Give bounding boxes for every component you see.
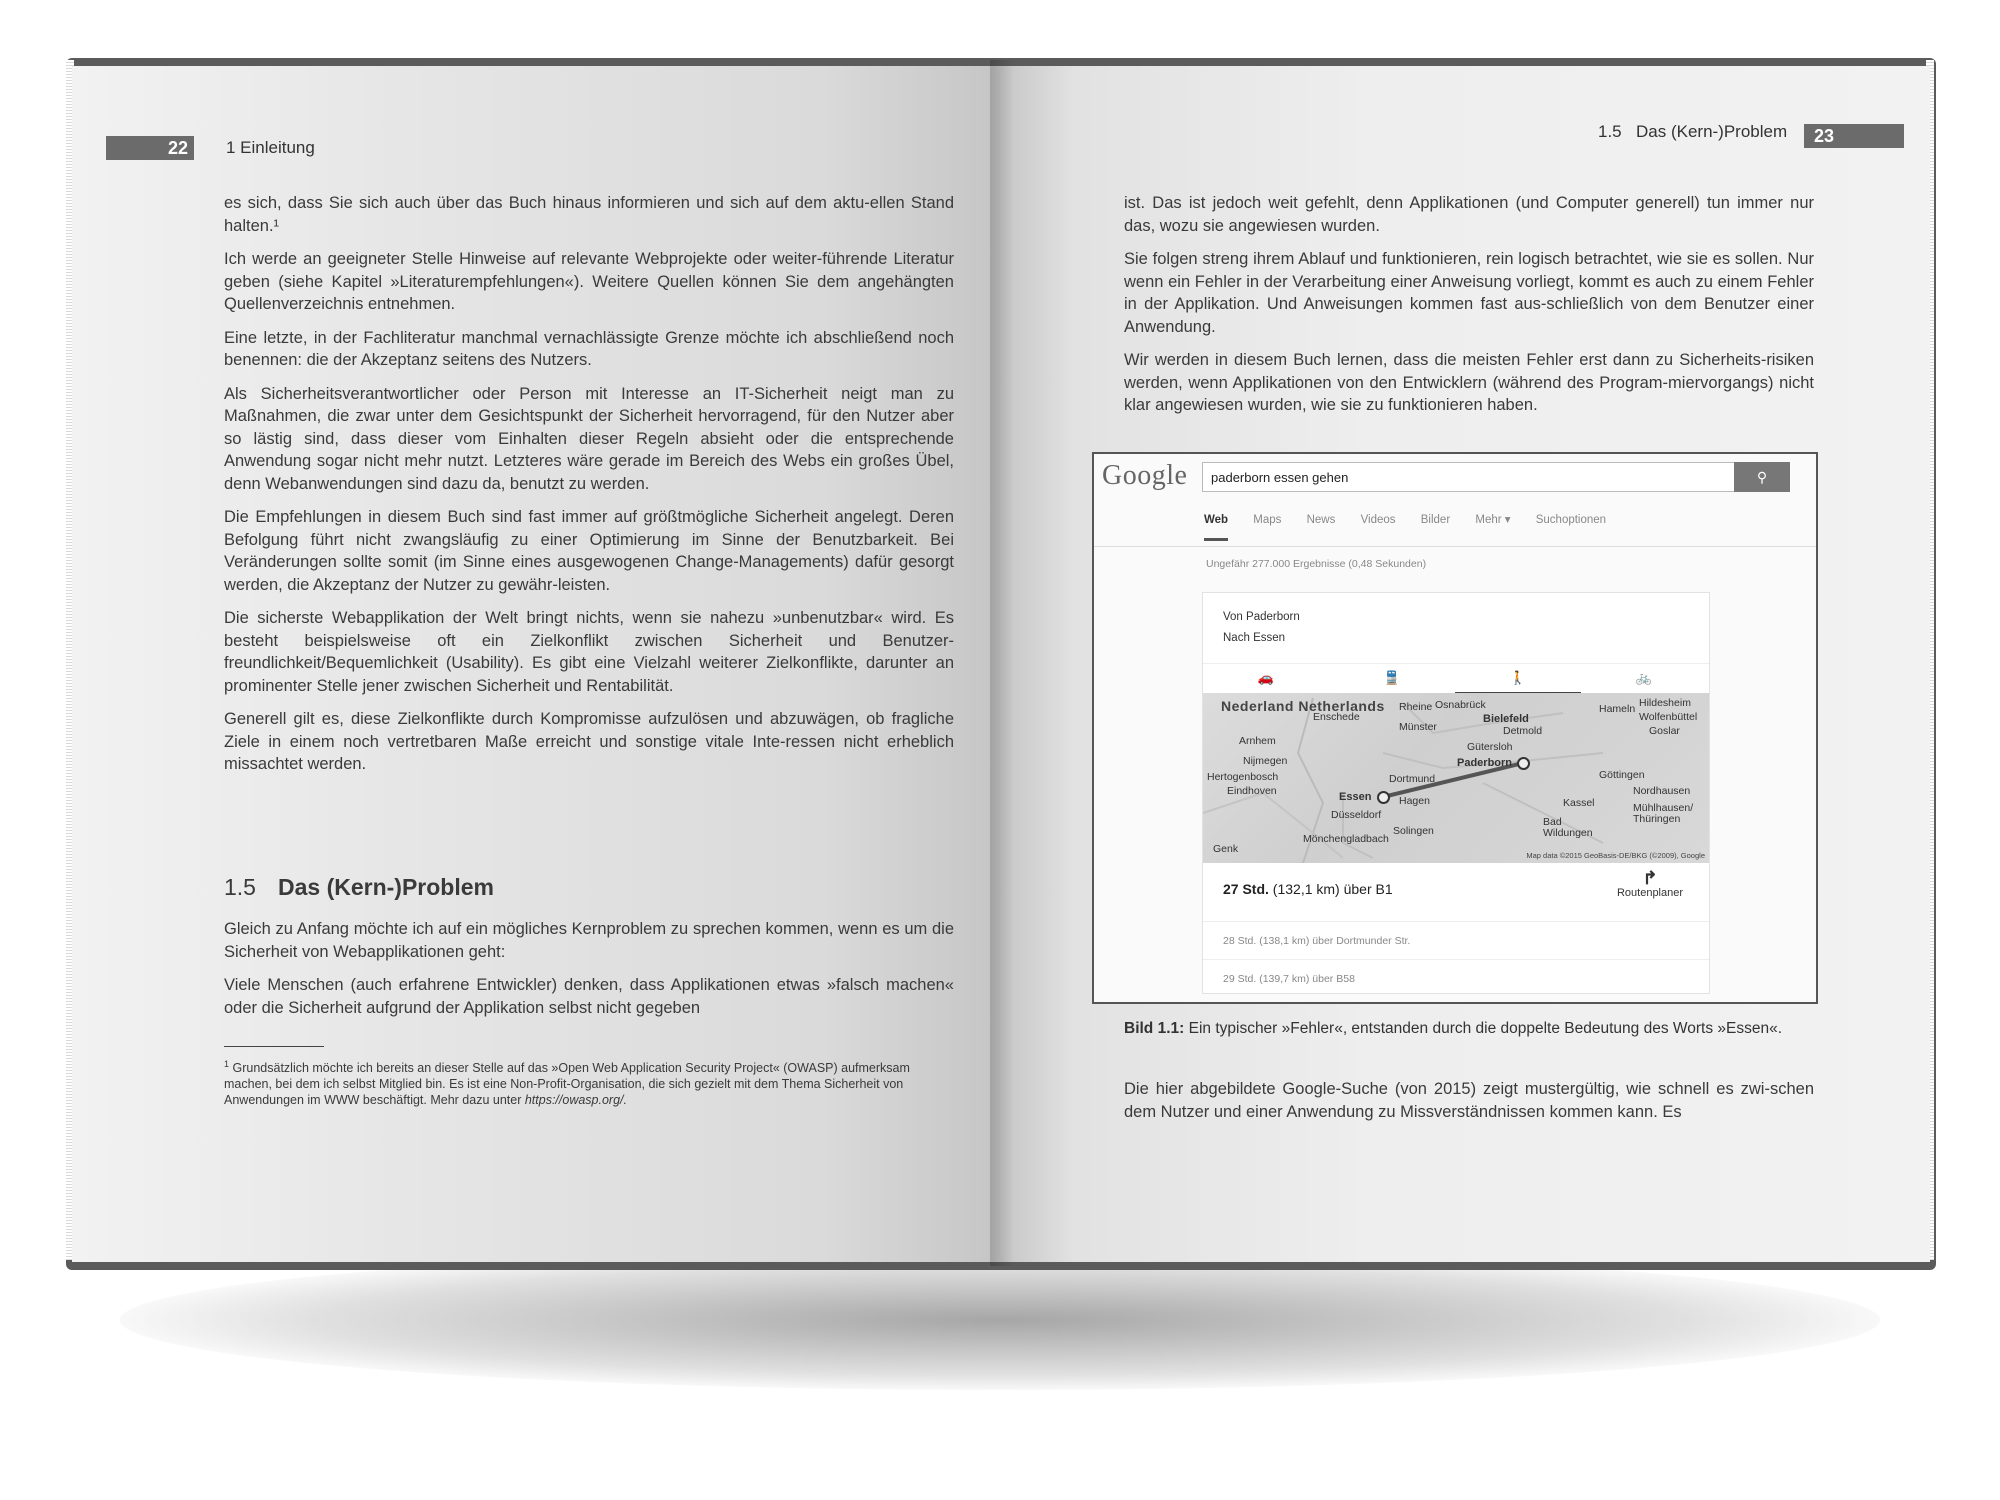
running-head-right: Das (Kern-)Problem	[1636, 122, 1788, 141]
paragraph: ist. Das ist jedoch weit gefehlt, denn Applikationen (und Computer generell) tun immer nur das, wozu sie angewiesen wurden.	[1124, 194, 1814, 235]
to-label: Nach	[1223, 632, 1250, 644]
from-value[interactable]: Paderborn	[1246, 611, 1300, 623]
alternative-route[interactable]: 28 Std. (138,1 km) über Dortmunder Str.	[1223, 935, 1411, 947]
route-divider	[1203, 921, 1709, 922]
destination-pin	[1517, 757, 1530, 770]
map-city: Mühlhausen/ Thüringen	[1633, 802, 1694, 825]
train-icon[interactable]: 🚆	[1383, 670, 1401, 685]
map-city: Hameln	[1599, 703, 1636, 715]
google-logo: Google	[1102, 460, 1188, 491]
travel-modes	[1203, 663, 1709, 694]
map-city: Paderborn	[1457, 757, 1513, 769]
map-city: Mönchengladbach	[1303, 833, 1389, 845]
from-label: Von	[1223, 611, 1243, 623]
map-city: Rheine	[1399, 701, 1433, 713]
map-city: Göttingen	[1599, 769, 1645, 781]
running-head-number-right: 1.5	[1598, 122, 1622, 141]
tab-bilder[interactable]: Bilder	[1420, 514, 1451, 526]
route-endpoints	[1223, 607, 1300, 649]
map-city: Goslar	[1649, 725, 1680, 737]
book-shadow	[120, 1250, 1880, 1390]
paragraph: Gleich zu Anfang möchte ich auf ein mögliches Kernproblem zu sprechen kommen, wenn es um die Sicherheit von Webapplikationen geht:	[224, 920, 954, 961]
map-city: Nordhausen	[1633, 785, 1691, 797]
turn-arrow-icon: ↱	[1642, 868, 1658, 888]
paragraph: Sie folgen streng ihrem Ablauf und funktionieren, rein logisch betrachtet, wie sie es sollen. Nur wenn ein Fehler in der Verarbeitung einer Anweisung vorliegt, kommt es auch zu einem Fehler in der Applikation. Und Anweisungen kommen fast aus-schließlich von dem Benutzer einer Anwendung.	[1124, 250, 1814, 336]
tab-news[interactable]: News	[1306, 514, 1336, 526]
alternative-route[interactable]: 29 Std. (139,7 km) über B58	[1223, 973, 1355, 985]
map-city: Hagen	[1399, 795, 1430, 807]
to-value[interactable]: Essen	[1253, 632, 1286, 644]
tab-videos[interactable]: Videos	[1360, 514, 1396, 526]
map-city: Kassel	[1563, 797, 1595, 809]
map-city: Bielefeld	[1483, 713, 1529, 725]
bike-icon[interactable]: 🚲	[1635, 670, 1653, 685]
walk-icon[interactable]: 🚶	[1455, 664, 1581, 695]
map-city: Hertogenbosch	[1207, 771, 1279, 783]
figure-caption-text: Ein typischer »Fehler«, entstanden durch die doppelte Bedeutung des Worts »Essen«.	[1188, 1020, 1783, 1037]
route-map[interactable]	[1203, 693, 1709, 863]
left-body	[224, 192, 954, 787]
map-city: Enschede	[1313, 711, 1360, 723]
magnifier-icon: ⚲	[1756, 469, 1768, 485]
paragraph: Als Sicherheitsverantwortlicher oder Person mit Interesse an IT-Sicherheit neigt man zu Maßnahmen, die zwar unter dem Gesichtspunkt der Sicherheit hervorragend, für den Nutzer aber so lästig sind, dass dieser vom Einhalten dieser Regeln absieht oder die entsprechende Anwendung sogar nicht mehr nutzt. Letzteres wäre gerade im Bereich des Webs ein großes Übel, denn Webanwendungen sind dazu da, benutzt zu werden.	[224, 384, 954, 493]
paragraph: Die sicherste Webapplikation der Welt bringt nichts, wenn sie nahezu »unbenutzbar« wird. Es besteht beispielsweise oft ein Zielkonflikt zwischen Sicherheit und Benutzer-freundlichkeit/Bequemlichkeit (Usability). Es gibt eine Vielzahl weiterer Zielkonflikte, darunter an prominenter Stelle jener zwischen Sicherheit und Rentabilität.	[224, 609, 954, 695]
route-divider	[1203, 959, 1709, 960]
left-page	[72, 66, 1010, 1262]
running-head-left: 1 Einleitung	[226, 138, 315, 157]
footnote-url[interactable]: https://owasp.org/.	[524, 1093, 627, 1108]
route-planner-label: Routenplaner	[1616, 887, 1684, 899]
car-icon[interactable]: 🚗	[1257, 670, 1275, 685]
nav-divider	[1094, 546, 1816, 547]
closing-body	[1124, 1078, 1814, 1134]
section-body	[224, 918, 954, 1030]
map-city: Dortmund	[1389, 773, 1436, 785]
paragraph: Die hier abgebildete Google-Suche (von 2015) zeigt mustergültig, wie schnell es zwi-schen dem Nutzer und einer Anwendung zu Missverständnissen kommen kann. Es	[1124, 1080, 1814, 1121]
route-planner-button[interactable]	[1605, 869, 1695, 899]
origin-pin	[1377, 791, 1390, 804]
map-country: Nederland Netherlands	[1221, 698, 1385, 714]
section-number: 1.5	[224, 874, 256, 900]
right-body	[1124, 192, 1814, 428]
google-screenshot	[1092, 452, 1818, 1004]
result-count: Ungefähr 277.000 Ergebnisse (0,48 Sekunden)	[1206, 558, 1427, 570]
search-tabs	[1204, 512, 1628, 526]
tab-maps[interactable]: Maps	[1253, 514, 1282, 526]
paragraph: es sich, dass Sie sich auch über das Buch hinaus informieren und sich auf dem aktu-ellen Stand halten.¹	[224, 194, 954, 235]
search-input[interactable]: paderborn essen gehen	[1202, 462, 1762, 492]
map-city: Detmold	[1503, 725, 1543, 737]
figure-label: Bild 1.1:	[1124, 1020, 1185, 1037]
map-city: Hildesheim	[1639, 697, 1691, 709]
paragraph: Eine letzte, in der Fachliteratur manchmal vernachlässigte Grenze möchte ich abschließend noch benennen: die der Akzeptanz seitens des Nutzers.	[224, 328, 954, 369]
paragraph: Viele Menschen (auch erfahrene Entwickler) denken, dass Applikationen etwas »falsch machen« oder die Sicherheit aufgrund der Applikation selbst nicht gegeben	[224, 976, 954, 1017]
map-city: Eindhoven	[1227, 785, 1277, 797]
map-city: Essen	[1339, 791, 1372, 803]
map-city: Gütersloh	[1467, 741, 1513, 753]
search-button[interactable]	[1734, 462, 1790, 492]
tab-mehr[interactable]: Mehr ▾	[1475, 514, 1511, 526]
directions-card	[1202, 592, 1710, 994]
page-number-right: 23	[1804, 124, 1904, 148]
paragraph: Ich werde an geeigneter Stelle Hinweise auf relevante Webprojekte oder weiter-führende Literatur geben (siehe Kapitel »Literaturempfehlungen«). Weitere Quellen können Sie dem angehängten Quellenverzeichnis entnehmen.	[224, 250, 954, 313]
footnote-mark: 1	[224, 1059, 230, 1069]
map-city: Osnabrück	[1435, 699, 1486, 711]
figure-caption	[1124, 1018, 1814, 1039]
section-title: Das (Kern-)Problem	[277, 874, 494, 900]
map-city: Solingen	[1393, 825, 1434, 837]
primary-route[interactable]	[1223, 881, 1393, 897]
book-gutter	[990, 60, 1014, 1266]
paragraph: Wir werden in diesem Buch lernen, dass die meisten Fehler erst dann zu Sicherheits-risiken werden, wenn Applikationen von den Entwicklern (während des Program-miervorgangs) nicht klar angewiesen wurden, wie sie zu funktionieren haben.	[1124, 351, 1814, 414]
paragraph: Die Empfehlungen in diesem Buch sind fast immer auf größtmögliche Sicherheit angelegt. Deren Befolgung führt nicht zwangsläufig zu einer Optimierung im Sinne der Benutzbarkeit. Bei Veränderungen sollte somit (im Sinne eines ausgewogenen Change-Managements) dafür gesorgt werden, die Akzeptanz der Nutzer zu gewähr-leisten.	[224, 508, 954, 594]
map-city: Bad Wildungen	[1543, 816, 1593, 839]
footnote-text: Grundsätzlich möchte ich bereits an dieser Stelle auf das »Open Web Application Security Project« (OWASP) aufmerksam machen, bei dem ich selbst Mitglied bin. Es ist eine Non-Profit-Organisation, die sich gezielt mit dem Thema Sicherheit von Anwendungen im WWW beschäftigt. Mehr dazu unter	[224, 1061, 910, 1108]
map-city: Düsseldorf	[1331, 809, 1382, 821]
map-city: Nijmegen	[1243, 755, 1288, 767]
route-duration: 27 Std.	[1223, 881, 1269, 897]
section-heading	[224, 874, 494, 901]
tab-web[interactable]: Web	[1204, 514, 1228, 541]
page-number-left: 22	[106, 136, 194, 160]
route-detail: (132,1 km) über B1	[1272, 881, 1393, 897]
paragraph: Generell gilt es, diese Zielkonflikte durch Kompromisse aufzulösen und abzuwägen, ob fragliche Ziele in einem noch vertretbaren Maße erreicht und sonstige vitale Inte-ressen nicht erheblich missachtet werden.	[224, 710, 954, 773]
footnote	[224, 1056, 944, 1108]
map-city: Münster	[1399, 721, 1437, 733]
map-city: Wolfenbüttel	[1639, 711, 1698, 723]
footnote-rule	[224, 1046, 324, 1047]
map-city: Genk	[1213, 843, 1239, 855]
map-city: Arnhem	[1239, 735, 1276, 747]
map-copyright: Map data ©2015 GeoBasis-DE/BKG (©2009), Google	[1526, 851, 1705, 860]
tab-suchoptionen[interactable]: Suchoptionen	[1535, 514, 1607, 526]
